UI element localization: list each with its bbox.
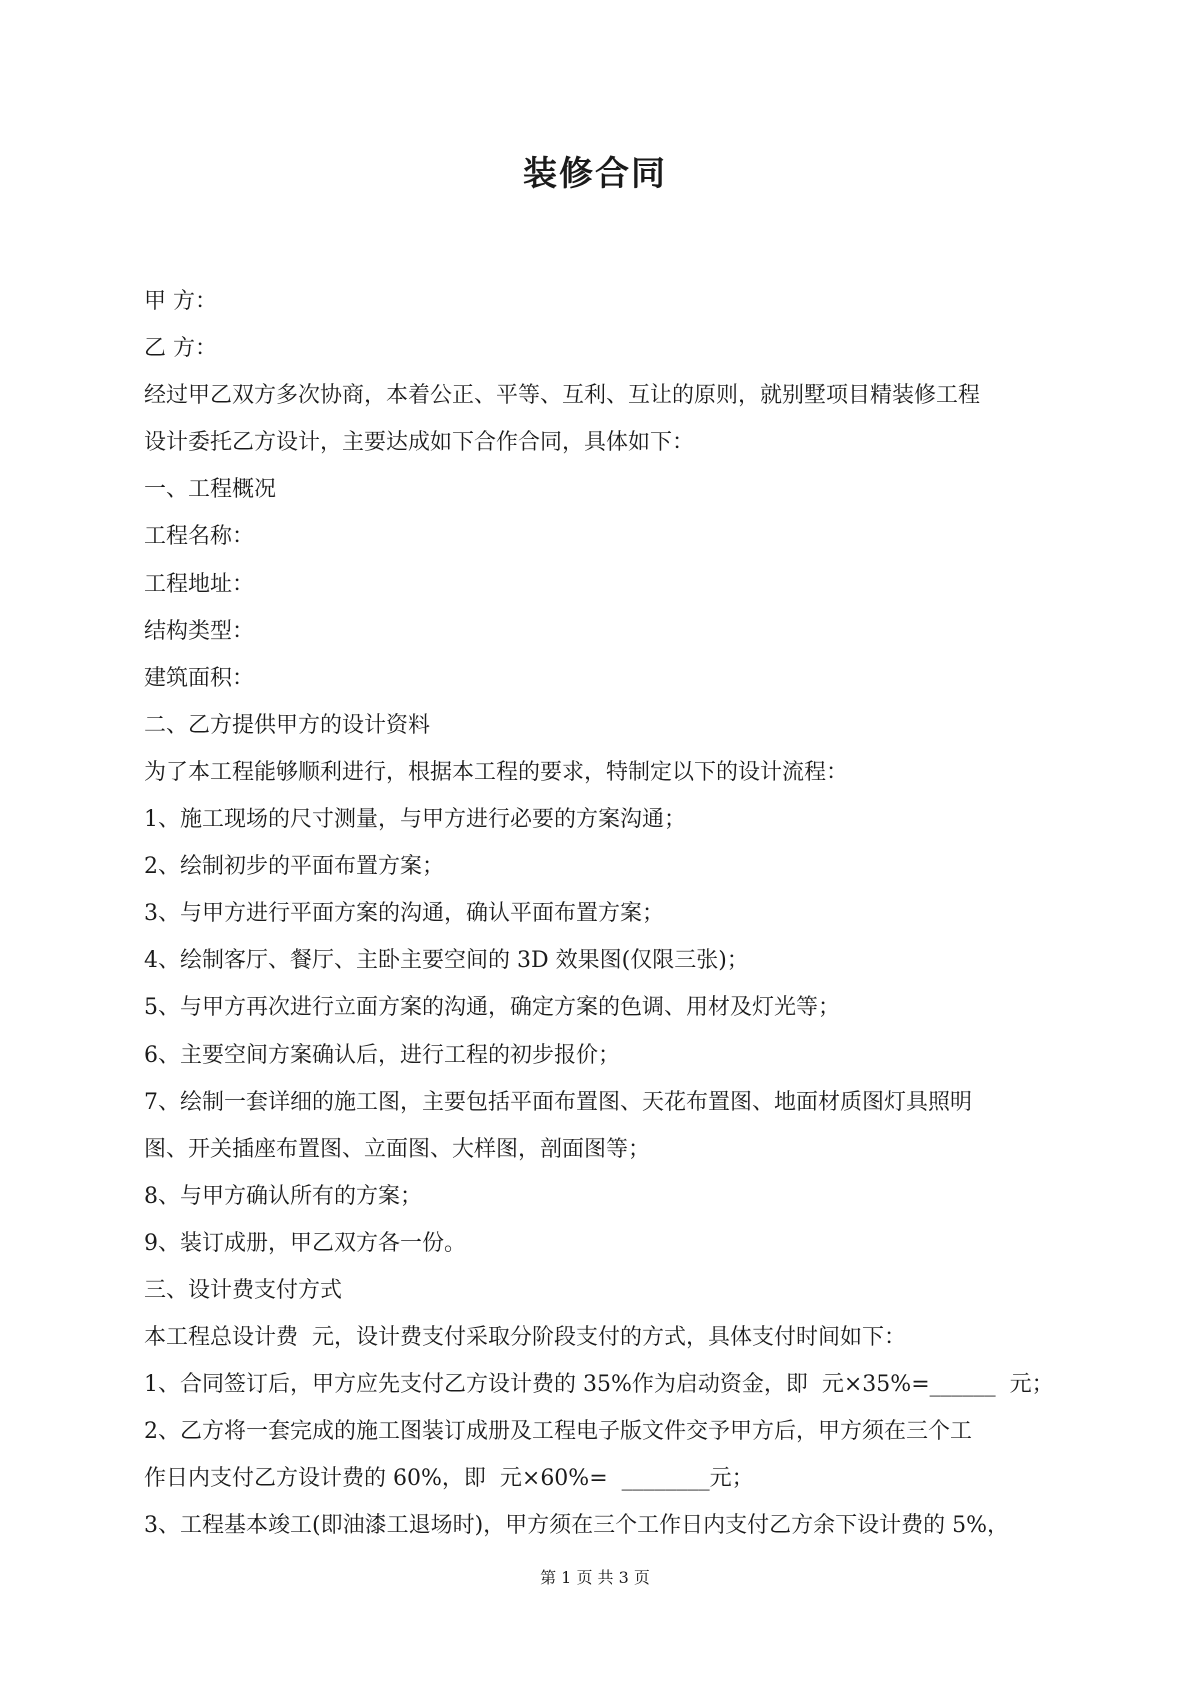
intro-paragraph-line: 经过甲乙双方多次协商，本着公正、平等、互利、互让的原则，就别墅项目精装修工程 — [144, 383, 981, 409]
list-item: 9、装订成册，甲乙双方各一份。 — [144, 1230, 466, 1256]
payment-item: 2、乙方将一套完成的施工图装订成册及工程电子版文件交予甲方后，甲方须在三个工 — [144, 1419, 972, 1445]
party-a-line: 甲 方： — [144, 289, 217, 314]
project-name-field: 工程名称： — [144, 524, 255, 550]
list-item: 5、与甲方再次进行立面方案的沟通，确定方案的色调、用材及灯光等； — [144, 995, 840, 1021]
section-heading-project-overview: 一、工程概况 — [144, 477, 277, 503]
structure-type-field: 结构类型： — [144, 618, 255, 644]
list-item: 4、绘制客厅、餐厅、主卧主要空间的 3D 效果图(仅限三张)； — [144, 948, 749, 974]
list-item: 7、绘制一套详细的施工图，主要包括平面布置图、天花布置图、地面材质图灯具照明 — [144, 1089, 972, 1115]
document-title: 装修合同 — [523, 154, 667, 194]
building-area-field: 建筑面积： — [144, 665, 255, 691]
list-item-continuation: 图、开关插座布置图、立面图、大样图，剖面图等； — [144, 1136, 651, 1162]
list-item: 1、施工现场的尺寸测量，与甲方进行必要的方案沟通； — [144, 807, 686, 833]
payment-item-continuation: 作日内支付乙方设计费的 60%，即 元×60%= ________元； — [144, 1466, 754, 1492]
list-item: 2、绘制初步的平面布置方案； — [144, 854, 444, 880]
project-address-field: 工程地址： — [144, 571, 255, 597]
payment-intro: 本工程总设计费 元，设计费支付采取分阶段支付的方式，具体支付时间如下： — [144, 1325, 906, 1351]
list-item: 6、主要空间方案确认后，进行工程的初步报价； — [144, 1042, 620, 1068]
section-heading-payment: 三、设计费支付方式 — [144, 1277, 343, 1303]
payment-item: 1、合同签订后，甲方应先支付乙方设计费的 35%作为启动资金，即 元×35%=______ 元； — [144, 1372, 1054, 1398]
list-item: 8、与甲方确认所有的方案； — [144, 1183, 422, 1209]
payment-item: 3、工程基本竣工(即油漆工退场时)，甲方须在三个工作日内支付乙方余下设计费的 5%， — [144, 1513, 1010, 1539]
section-heading-design-materials: 二、乙方提供甲方的设计资料 — [144, 712, 431, 738]
party-b-line: 乙 方： — [144, 336, 217, 362]
intro-paragraph-line: 设计委托乙方设计，主要达成如下合作合同，具体如下： — [144, 430, 695, 456]
page-number-footer: 第 1 页 共 3 页 — [540, 1568, 650, 1587]
document-body — [144, 278, 1060, 1550]
design-process-intro: 为了本工程能够顺利进行，根据本工程的要求，特制定以下的设计流程： — [144, 759, 849, 785]
list-item: 3、与甲方进行平面方案的沟通，确认平面布置方案； — [144, 901, 664, 927]
